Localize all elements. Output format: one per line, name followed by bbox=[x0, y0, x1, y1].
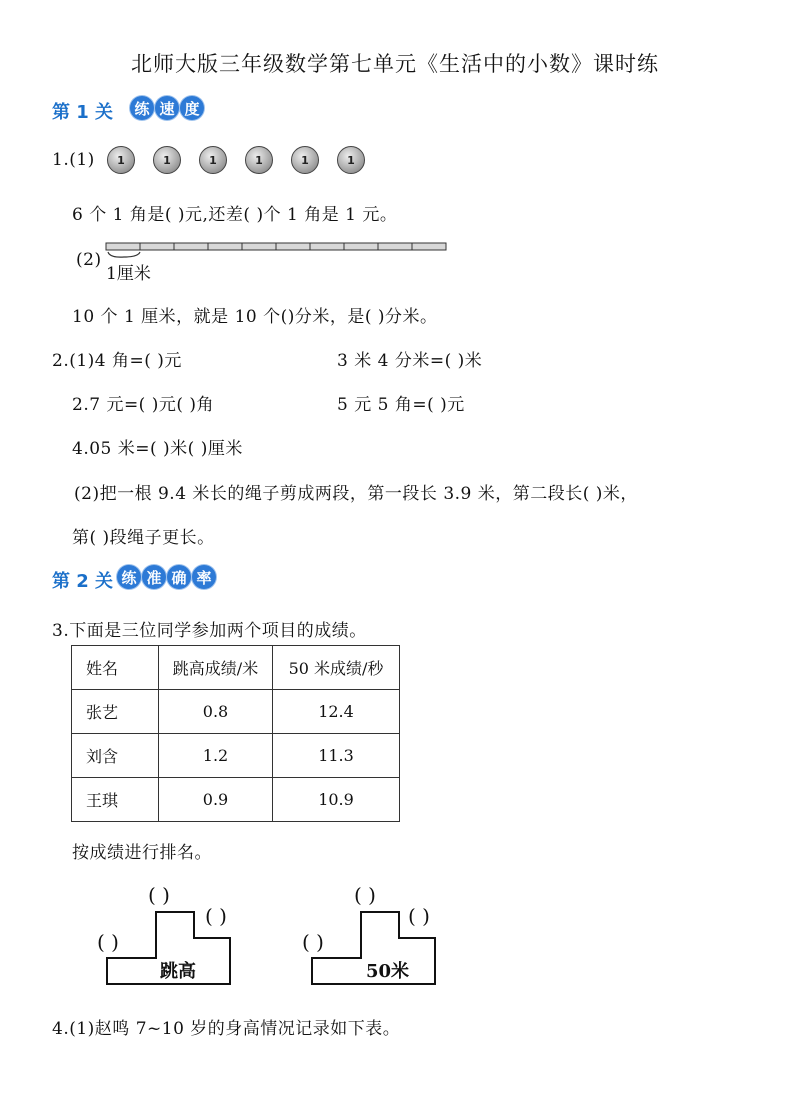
rank-first-blank: ( ) bbox=[148, 883, 170, 907]
q2-row2-left: 2.7 元=( )元( )角 bbox=[72, 395, 215, 415]
section2-badges bbox=[117, 565, 216, 589]
table-cell: 12.4 bbox=[273, 690, 400, 734]
score-table bbox=[71, 645, 400, 822]
table-cell: 刘含 bbox=[72, 734, 159, 778]
table-cell: 11.3 bbox=[273, 734, 400, 778]
table-cell: 10.9 bbox=[273, 778, 400, 822]
q4-intro: 4.(1)赵鸣 7~10 岁的身高情况记录如下表。 bbox=[52, 1019, 401, 1039]
section1-badge: 速 bbox=[155, 96, 179, 120]
table-header-row bbox=[72, 646, 400, 690]
coin-row bbox=[107, 146, 365, 174]
q2-row1-right: 3 米 4 分米=( )米 bbox=[337, 351, 483, 371]
coin-icon: 1 bbox=[291, 146, 319, 174]
q2-part2-line2: 第( )段绳子更长。 bbox=[72, 528, 215, 548]
table-row bbox=[72, 778, 400, 822]
q1-part2-label: (2) bbox=[76, 250, 102, 270]
rank-third-blank: ( ) bbox=[408, 904, 430, 928]
table-header: 跳高成绩/米 bbox=[159, 646, 273, 690]
ruler-diagram bbox=[104, 240, 449, 280]
podium-50m-label: 50米 bbox=[366, 961, 410, 982]
page-title: 北师大版三年级数学第七单元《生活中的小数》课时练 bbox=[131, 52, 659, 76]
table-cell: 1.2 bbox=[159, 734, 273, 778]
table-row bbox=[72, 734, 400, 778]
q2-row1-left: 2.(1)4 角=( )元 bbox=[52, 351, 182, 371]
rank-first-blank: ( ) bbox=[354, 883, 376, 907]
q3-rank-prompt: 按成绩进行排名。 bbox=[72, 843, 212, 863]
rank-second-blank: ( ) bbox=[302, 930, 324, 954]
section2-badge: 率 bbox=[192, 565, 216, 589]
table-cell: 张艺 bbox=[72, 690, 159, 734]
table-cell: 0.9 bbox=[159, 778, 273, 822]
q2-row2-right: 5 元 5 角=( )元 bbox=[337, 395, 465, 415]
coin-icon: 1 bbox=[107, 146, 135, 174]
q1-line1: 6 个 1 角是( )元,还差( )个 1 角是 1 元。 bbox=[72, 205, 398, 225]
section1-badge: 练 bbox=[130, 96, 154, 120]
q2-row3: 4.05 米=( )米( )厘米 bbox=[72, 439, 243, 459]
coin-icon: 1 bbox=[199, 146, 227, 174]
section1-badges bbox=[130, 96, 204, 120]
q1-line2: 10 个 1 厘米，就是 10 个()分米，是( )分米。 bbox=[72, 307, 438, 327]
section2-badge: 准 bbox=[142, 565, 166, 589]
section1-prefix: 第 1 关 bbox=[52, 102, 114, 123]
section2-badge: 确 bbox=[167, 565, 191, 589]
coin-icon: 1 bbox=[245, 146, 273, 174]
table-cell: 0.8 bbox=[159, 690, 273, 734]
section2-badge: 练 bbox=[117, 565, 141, 589]
table-header: 姓名 bbox=[72, 646, 159, 690]
coin-icon: 1 bbox=[153, 146, 181, 174]
section2-prefix: 第 2 关 bbox=[52, 571, 114, 592]
rank-third-blank: ( ) bbox=[205, 904, 227, 928]
coin-icon: 1 bbox=[337, 146, 365, 174]
podium-high-jump-label: 跳高 bbox=[160, 961, 196, 982]
section1-label bbox=[52, 98, 113, 124]
q1-number: 1.(1) bbox=[52, 150, 95, 170]
table-cell: 王琪 bbox=[72, 778, 159, 822]
rank-second-blank: ( ) bbox=[97, 930, 119, 954]
table-row bbox=[72, 690, 400, 734]
section1-badge: 度 bbox=[180, 96, 204, 120]
q3-intro: 3.下面是三位同学参加两个项目的成绩。 bbox=[52, 621, 367, 641]
table-header: 50 米成绩/秒 bbox=[273, 646, 400, 690]
q2-part2-line1: (2)把一根 9.4 米长的绳子剪成两段，第一段长 3.9 米，第二段长( )米， bbox=[74, 484, 638, 504]
ruler-label: 1厘米 bbox=[106, 264, 151, 284]
section2-label bbox=[52, 567, 113, 593]
